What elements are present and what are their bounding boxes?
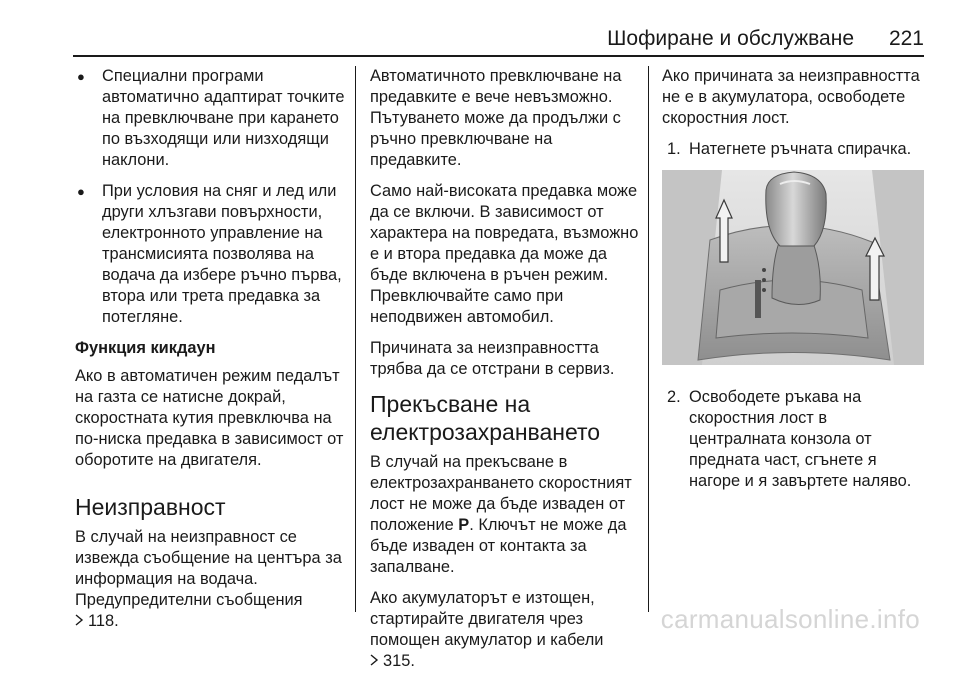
- bullet-item: ● Специални програми автоматично адаптират точките на превключване при карането по възходящи или низходящи наклони.: [75, 66, 350, 171]
- reference-page: 315.: [383, 652, 415, 670]
- fault-reference[interactable]: [75, 611, 350, 632]
- column-1: [75, 66, 350, 642]
- paragraph: Ако причината за неизправността не е в акумулатора, освободете скоростния лост.: [662, 67, 920, 127]
- column-divider: [355, 66, 356, 612]
- gear-lever-illustration: [662, 170, 924, 365]
- step-text: Натегнете ръчната спирачка.: [689, 140, 912, 158]
- interrupt-heading: Прекъсване на електрозахранването: [370, 391, 601, 445]
- park-position-label: P: [458, 516, 470, 534]
- step-number: 2.: [667, 388, 681, 406]
- paragraph: Само най-високата предавка може да се включи. В зависимост от характера на повредата, възможно е и втора предавка да може да бъде включена в ръчен режим. Превключвайте само при неподвижен автомобил.: [370, 182, 639, 326]
- paragraph: Причината за неизправността трябва да се отстрани в сервиз.: [370, 339, 615, 378]
- fault-heading: Неизправност: [75, 494, 226, 520]
- text-fragment: . Ключът не може да бъде изваден от контакта за запалване.: [370, 516, 627, 576]
- watermark: carmanualsonline.info: [660, 604, 920, 634]
- battery-reference[interactable]: [370, 651, 645, 672]
- step-2: [662, 387, 927, 492]
- kickdown-text: Ако в автоматичен режим педалът на газта се натисне докрай, скоростната кутия превключва на по-ниска предавка в зависимост от оборотите на двигателя.: [75, 367, 344, 469]
- arrow-reference-icon: [75, 611, 84, 632]
- paragraph: [370, 452, 645, 578]
- fault-text: В случай на неизправност се извежда съобщение на центъра за информация на водача. Предупредителни съобщения: [75, 528, 342, 609]
- arrow-reference-icon: [370, 651, 379, 672]
- step-text: Освободете ръкава на скоростния лост в централната конзола от предната част, сгънете я нагоре и я завъртете наляво.: [689, 388, 912, 490]
- step-1: [662, 139, 927, 160]
- header-title: Шофиране и обслужване: [607, 27, 854, 50]
- paragraph: Ако акумулаторът е изтощен, стартирайте двигателя чрез помощен акумулатор и кабели: [370, 589, 604, 649]
- reference-page: 118.: [88, 612, 119, 630]
- page-number: 221: [888, 27, 924, 50]
- text-fragment: В случай на прекъсване в електрозахранването скоростният лост не може да бъде изваден от положение: [370, 453, 632, 534]
- bullet-item: ● При условия на сняг и лед или други хлъзгави повърхности, електронното управление на трансмисията позволява на водача да избере ръчно първа, втора или трета предавка за потегляне.: [75, 181, 350, 328]
- header-divider: [73, 55, 924, 57]
- column-3: [662, 66, 927, 502]
- paragraph: Автоматичното превключване на предавките е вече невъзможно. Пътуването може да продължи с ръчно превключване на предавките.: [370, 67, 622, 169]
- column-divider: [648, 66, 649, 612]
- bullet-list: [75, 66, 350, 328]
- kickdown-heading: Функция кикдаун: [75, 339, 216, 357]
- column-2: [370, 66, 645, 682]
- step-number: 1.: [667, 140, 681, 158]
